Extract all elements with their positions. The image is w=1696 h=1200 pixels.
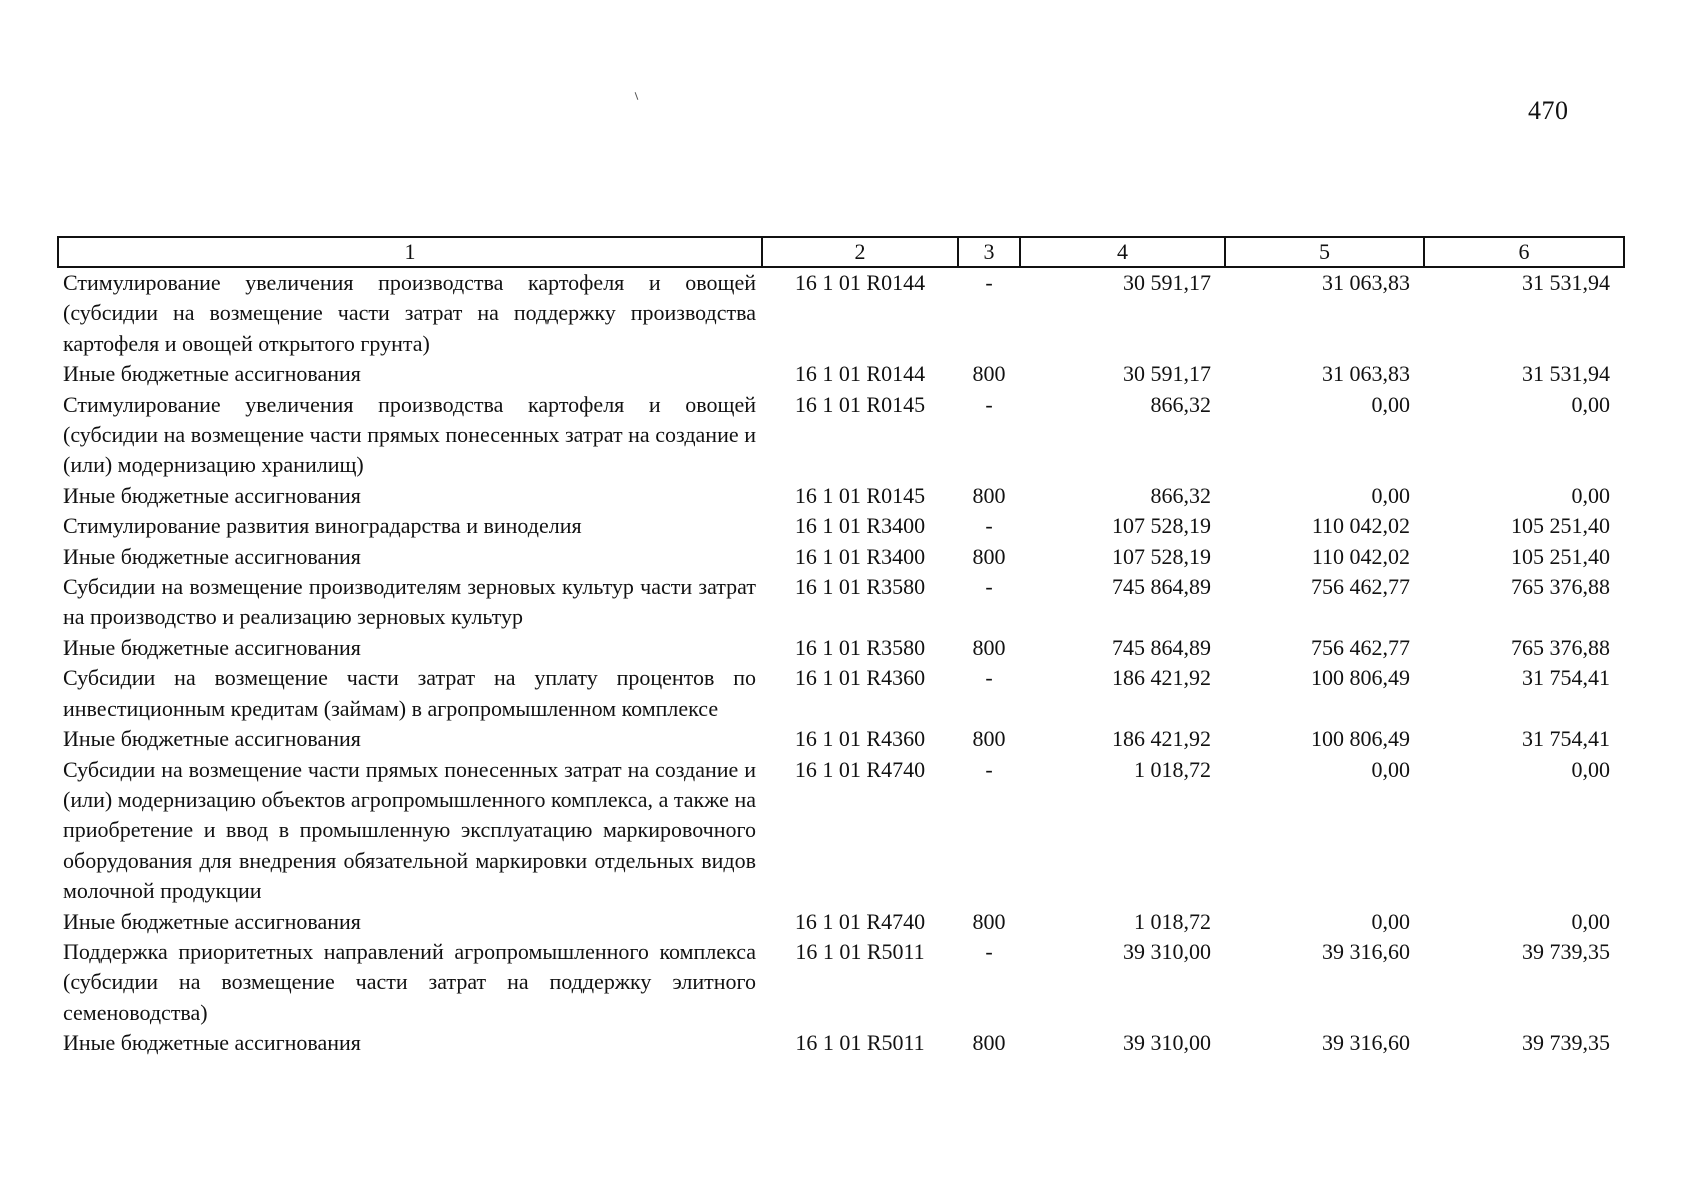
expense-type: 800 (972, 361, 1006, 387)
budget-code: 16 1 01 R4360 (794, 726, 926, 752)
item-name: Стимулирование развития виноградарства и виноделия (63, 513, 582, 539)
item-name: Субсидии на возмещение части прямых понесенных затрат на создание и (или) модернизацию объектов агропромышленного комплекса, а также на приобретение и ввод в промышленную эксплуатацию маркировочного оборудования для внедрения обязательной маркировки отдельных видов молочной продукции (63, 756, 756, 904)
table-row (58, 755, 1624, 907)
table-row (58, 663, 1624, 724)
column-header-3: 3 (958, 237, 1020, 267)
amount-col-6: 31 754,41 (1522, 665, 1610, 691)
amount-col-6: 31 531,94 (1522, 361, 1610, 387)
amount-col-5: 31 063,83 (1322, 361, 1410, 387)
item-name: Иные бюджетные ассигнования (63, 634, 361, 660)
item-name: Иные бюджетные ассигнования (63, 543, 361, 569)
amount-col-4: 107 528,19 (1112, 543, 1211, 569)
amount-col-5: 756 462,77 (1311, 634, 1410, 660)
table-row (58, 359, 1624, 389)
amount-col-4: 866,32 (1150, 482, 1211, 508)
table-row (58, 542, 1624, 572)
budget-code: 16 1 01 R3400 (794, 543, 926, 569)
item-name: Иные бюджетные ассигнования (63, 908, 361, 934)
expense-type: - (985, 391, 993, 417)
amount-col-4: 745 864,89 (1112, 574, 1211, 600)
amount-col-4: 745 864,89 (1112, 634, 1211, 660)
item-name: Стимулирование увеличения производства картофеля и овощей (субсидии на возмещение части прямых понесенных затрат на создание и (или) модернизацию хранилищ) (63, 391, 756, 478)
table-body (58, 267, 1624, 1059)
amount-col-4: 39 310,00 (1123, 1030, 1211, 1056)
table-row (58, 1028, 1624, 1058)
amount-col-5: 39 316,60 (1322, 938, 1410, 964)
expense-type: - (985, 270, 993, 295)
amount-col-4: 1 018,72 (1134, 908, 1211, 934)
budget-code: 16 1 01 R3580 (794, 634, 926, 660)
column-header-4: 4 (1020, 237, 1225, 267)
amount-col-5: 756 462,77 (1311, 574, 1410, 600)
expense-type: - (985, 756, 993, 782)
amount-col-5: 0,00 (1371, 756, 1410, 782)
item-name: Стимулирование увеличения производства картофеля и овощей (субсидии на возмещение части затрат на поддержку производства картофеля и овощей открытого грунта) (63, 270, 756, 356)
expense-type: 800 (972, 908, 1006, 934)
item-name: Иные бюджетные ассигнования (63, 1030, 361, 1056)
expense-type: - (985, 574, 993, 600)
budget-code: 16 1 01 R3400 (794, 513, 926, 539)
budget-code: 16 1 01 R4740 (794, 756, 926, 782)
budget-code: 16 1 01 R3580 (794, 574, 926, 600)
expense-type: 800 (972, 726, 1006, 752)
amount-col-5: 100 806,49 (1311, 726, 1410, 752)
budget-code: 16 1 01 R4360 (794, 665, 926, 691)
header-row (58, 237, 1624, 267)
budget-code: 16 1 01 R0145 (794, 482, 926, 508)
column-header-2: 2 (762, 237, 958, 267)
amount-col-4: 30 591,17 (1123, 361, 1211, 387)
amount-col-4: 866,32 (1150, 391, 1211, 417)
amount-col-6: 0,00 (1571, 756, 1610, 782)
amount-col-5: 100 806,49 (1311, 665, 1410, 691)
budget-code: 16 1 01 R5011 (795, 1030, 925, 1056)
item-name: Иные бюджетные ассигнования (63, 726, 361, 752)
budget-code: 16 1 01 R5011 (795, 938, 925, 964)
expense-type: - (985, 665, 993, 691)
amount-col-5: 110 042,02 (1311, 513, 1410, 539)
amount-col-6: 31 531,94 (1522, 270, 1610, 295)
expense-type: - (985, 938, 993, 964)
item-name: Поддержка приоритетных направлений агропромышленного комплекса (субсидии на возмещение части затрат на поддержку элитного семеноводства) (63, 938, 756, 1025)
amount-col-6: 39 739,35 (1522, 938, 1610, 964)
amount-col-5: 110 042,02 (1311, 543, 1410, 569)
amount-col-4: 107 528,19 (1112, 513, 1211, 539)
amount-col-5: 39 316,60 (1322, 1030, 1410, 1056)
item-name: Субсидии на возмещение производителям зерновых культур части затрат на производство и реализацию зерновых культур (63, 574, 756, 630)
page-number: 470 (1528, 96, 1569, 125)
amount-col-4: 186 421,92 (1112, 665, 1211, 691)
item-name: Иные бюджетные ассигнования (63, 482, 361, 508)
amount-col-6: 105 251,40 (1511, 513, 1610, 539)
amount-col-4: 30 591,17 (1123, 270, 1211, 295)
amount-col-5: 0,00 (1371, 391, 1410, 417)
table-row (58, 481, 1624, 511)
scan-speck (635, 92, 639, 100)
table-header (58, 237, 1624, 267)
amount-col-5: 0,00 (1371, 908, 1410, 934)
amount-col-5: 31 063,83 (1322, 270, 1410, 295)
amount-col-4: 1 018,72 (1134, 756, 1211, 782)
table-row (58, 633, 1624, 663)
amount-col-6: 765 376,88 (1511, 574, 1610, 600)
column-header-5: 5 (1225, 237, 1424, 267)
table-row (58, 572, 1624, 633)
table-row (58, 724, 1624, 754)
budget-code: 16 1 01 R0145 (794, 391, 926, 417)
amount-col-6: 31 754,41 (1522, 726, 1610, 752)
budget-table (57, 236, 1625, 1059)
table-row (58, 390, 1624, 481)
expense-type: 800 (972, 634, 1006, 660)
column-header-6: 6 (1424, 237, 1624, 267)
budget-code: 16 1 01 R0144 (794, 270, 926, 295)
amount-col-4: 39 310,00 (1123, 938, 1211, 964)
amount-col-6: 0,00 (1571, 482, 1610, 508)
amount-col-6: 105 251,40 (1511, 543, 1610, 569)
table-row (58, 937, 1624, 1028)
amount-col-6: 0,00 (1571, 908, 1610, 934)
table-row (58, 907, 1624, 937)
expense-type: 800 (972, 482, 1006, 508)
expense-type: 800 (972, 1030, 1006, 1056)
table-row (58, 267, 1624, 359)
expense-type: - (985, 513, 993, 539)
amount-col-6: 39 739,35 (1522, 1030, 1610, 1056)
amount-col-5: 0,00 (1371, 482, 1410, 508)
amount-col-6: 0,00 (1571, 391, 1610, 417)
expense-type: 800 (972, 543, 1006, 569)
amount-col-4: 186 421,92 (1112, 726, 1211, 752)
amount-col-6: 765 376,88 (1511, 634, 1610, 660)
column-header-1: 1 (58, 237, 762, 267)
budget-code: 16 1 01 R4740 (794, 908, 926, 934)
budget-code: 16 1 01 R0144 (794, 361, 926, 387)
item-name: Субсидии на возмещение части затрат на уплату процентов по инвестиционным кредитам (займам) в агропромышленном комплексе (63, 665, 756, 721)
item-name: Иные бюджетные ассигнования (63, 361, 361, 387)
table-row (58, 511, 1624, 541)
